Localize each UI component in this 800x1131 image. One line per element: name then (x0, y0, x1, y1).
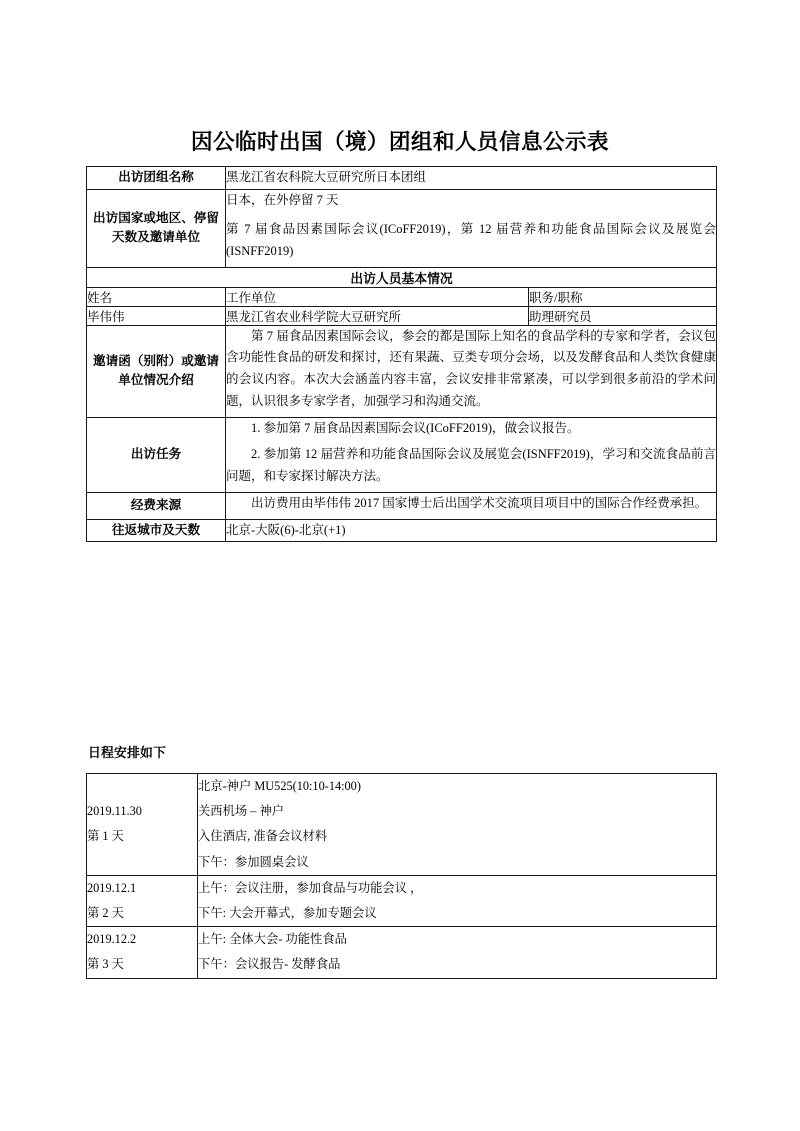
row-label-route: 往返城市及天数 (87, 519, 226, 542)
text-line: 日本，在外停留 7 天 (226, 192, 339, 207)
schedule-activity: 上午：会议注册，参加食品与功能会议 ， (198, 880, 423, 895)
schedule-day: 第 1 天 (87, 829, 124, 844)
text-paragraph: 出访费用由毕伟伟 2017 国家博士后出国学术交流项目项目中的国际合作经费承担。 (251, 495, 708, 510)
row-label-funding: 经费来源 (87, 492, 226, 519)
schedule-activity: 入住酒店, 准备会议材料 (198, 829, 328, 844)
schedule-activity: 下午: 大会开幕式，参加专题会议 (198, 906, 377, 921)
schedule-table (86, 773, 717, 979)
text-line: 黑龙江省农科院大豆研究所日本团组 (226, 170, 427, 184)
task-item: 1. 参加第 7 届食品因素国际会议(ICoFF2019)，做会议报告。 (251, 421, 580, 435)
table-row (87, 167, 717, 190)
schedule-activity-cell (198, 875, 717, 926)
table-row (87, 325, 717, 418)
schedule-activity-cell (198, 927, 717, 978)
schedule-activity: 北京-神户 MU525(10:10-14:00) (198, 779, 361, 793)
column-header-title: 职务/职称 (529, 287, 717, 306)
delegation-info-table (86, 166, 717, 542)
row-label-invitation: 邀请函（别附）或邀请单位情况介绍 (87, 325, 226, 418)
personnel-section-title: 出访人员基本情况 (87, 267, 717, 287)
cell-person-title: 助理研究员 (529, 306, 717, 325)
table-row (87, 306, 717, 325)
table-row (87, 418, 717, 493)
table-row (87, 875, 717, 926)
row-label-country-days-inviter: 出访国家或地区、停留天数及邀请单位 (87, 189, 226, 267)
cell-person-work-unit: 黑龙江省农业科学院大豆研究所 (226, 306, 529, 325)
task-item: 2. 参加第 12 届营养和功能食品国际会议及展览会(ISNFF2019)，学习和交流食品前言问题，和专家探讨解决方法。 (226, 446, 717, 483)
row-value-group-name (226, 167, 717, 190)
schedule-date: 2019.12.1 (87, 880, 137, 895)
column-header-name: 姓名 (87, 287, 226, 306)
table-row (87, 927, 717, 978)
row-value-country-days-inviter (226, 189, 717, 267)
page-title: 因公临时出国（境）团组和人员信息公示表 (190, 130, 609, 154)
schedule-date-cell (87, 875, 198, 926)
cell-person-name: 毕伟伟 (87, 306, 226, 325)
column-header-work-unit: 工作单位 (226, 287, 529, 306)
schedule-day: 第 2 天 (87, 906, 124, 921)
table-row (87, 267, 717, 287)
row-label-task: 出访任务 (87, 418, 226, 493)
row-label-group-name: 出访团组名称 (87, 167, 226, 190)
row-value-task (226, 418, 717, 493)
row-value-funding (226, 492, 717, 519)
schedule-date-cell (87, 774, 198, 876)
schedule-date: 2019.11.30 (87, 804, 142, 819)
text-paragraph: 第 7 届食品因素国际会议，参会的都是国际上知名的食品学科的专家和学者，会议包含功能性食品的研发和探讨，还有果蔬、豆类专项分会场，以及发酵食品和人类饮食健康的会议内容。本次大会涵盖内容丰富，会议安排非常紧凑，可以学到很多前沿的学术问题，认识很多专家学者，加强学习和沟通交流。 (226, 328, 717, 409)
text-line: 第 7 届食品因素国际会议(ICoFF2019)，第 12 届营养和功能食品国际会议及展览会(ISNFF2019) (226, 221, 717, 258)
table-row (87, 774, 717, 876)
table-header-row (87, 287, 717, 306)
schedule-day: 第 3 天 (87, 957, 124, 972)
row-value-route (226, 519, 717, 542)
schedule-activity: 关西机场 – 神户 (198, 804, 285, 819)
table-row (87, 492, 717, 519)
table-row (87, 519, 717, 542)
schedule-heading: 日程安排如下 (88, 745, 166, 760)
text-line: 北京-大阪(6)-北京(+1) (226, 522, 346, 537)
schedule-activity: 下午：参加圆桌会议 (198, 854, 309, 869)
schedule-activity-cell (198, 774, 717, 876)
schedule-activity: 下午：会议报告- 发酵食品 (198, 957, 341, 972)
schedule-date: 2019.12.2 (87, 932, 137, 947)
schedule-date-cell (87, 927, 198, 978)
schedule-activity: 上午: 全体大会- 功能性食品 (198, 932, 347, 947)
row-value-invitation (226, 325, 717, 418)
table-row (87, 189, 717, 267)
